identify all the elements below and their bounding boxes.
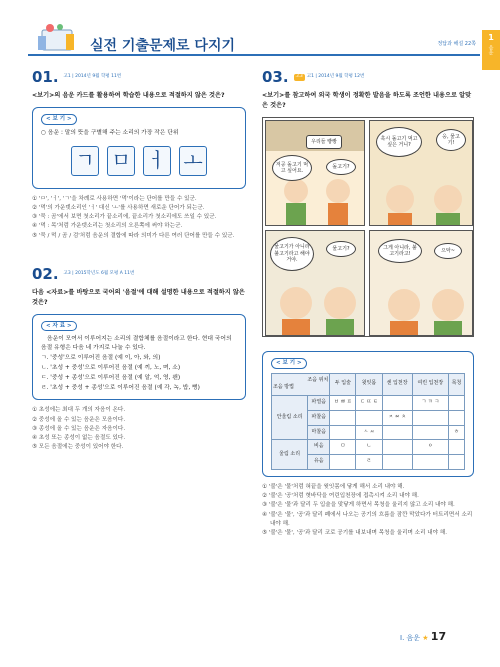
speech-bubble: 혹시 돌고기 먹고 싶은 거니? [376, 127, 422, 157]
source-text: 고1 | 2014년 9월 학평 12번 [306, 74, 365, 80]
choice-item[interactable]: ① 'ㅁ', 'ㅓ', 'ㄱ'을 차례로 사용하면 '먹'이라는 단어를 만들 수 있군. [32, 195, 197, 202]
row-label: 파찰음 [308, 410, 330, 425]
table-cell [356, 410, 382, 425]
table-cell [448, 440, 464, 455]
box-item: ㄴ. '초성 + 중성'으로 이루어진 음절 (예 끼, 노, 며, 소) [41, 365, 181, 372]
question-2 [32, 263, 246, 453]
page-title: 실전 기출문제로 다지기 [90, 38, 235, 54]
table-cell [330, 455, 356, 470]
difficulty-tag: 고3 [295, 74, 303, 80]
comic-panel [369, 230, 473, 336]
question-3-choices [262, 483, 474, 538]
box-item: ㄱ. '중성'으로 이루어진 음절 (예 이, 아, 와, 의) [41, 355, 161, 362]
table-cell [382, 396, 412, 411]
choice-item[interactable]: ⑤ '묵 / 먹 / 곰 / 검'처럼 음운의 결합에 따라 의미가 다른 여러 단어를 만들 수 있군. [32, 232, 235, 239]
table-cell: ㅂ ㅃ ㅍ [330, 396, 356, 411]
question-2-choices [32, 406, 246, 452]
left-column [32, 66, 246, 452]
table-cell: ㅁ [330, 440, 356, 455]
speech-bubble: 으악~ [434, 243, 462, 259]
page-header [28, 30, 480, 56]
box-definition: ○ 음운 : 말의 뜻을 구별해 주는 소리의 가장 작은 단위 [41, 129, 179, 136]
table-cell: ㄹ [356, 455, 382, 470]
table-header-cell: 목청 [448, 373, 464, 396]
comic-panel [265, 230, 365, 336]
question-2-number: 02. [32, 264, 59, 283]
choice-item[interactable]: ④ '불'은 '물', '공'과 달리 폐에서 나오는 공기의 흐름을 잠깐 막았다가 터트리면서 소리 내야 해. [262, 511, 473, 527]
box-item: ㄹ. '초성 + 중성 + 종성'으로 이루어진 음절 (예 각, 녹, 밥, 뻥) [41, 385, 200, 392]
corner-bottom-label: 조음 방법 [273, 384, 294, 391]
speech-bubble: 물고기가 아니라 불고기라고 해야 거야. [270, 237, 314, 271]
question-1-box [32, 107, 246, 189]
table-cell: ㅎ [448, 425, 464, 440]
question-1-text: <보기>의 음운 카드를 활용하여 학습한 내용으로 적절하지 않은 것은? [32, 92, 225, 100]
table-cell: ㄴ [356, 440, 382, 455]
table-cell [382, 440, 412, 455]
question-1-number: 01. [32, 68, 59, 86]
table-header-cell: 여린 입천장 [412, 373, 448, 396]
table-row [272, 440, 465, 455]
question-2-box [32, 314, 246, 400]
choice-item[interactable]: ② '불'은 '공'처럼 혓바닥을 여린입천장에 접촉시켜 소리 내야 해. [262, 493, 419, 500]
table-cell [412, 455, 448, 470]
table-cell [382, 455, 412, 470]
question-1 [32, 66, 246, 241]
table-cell [412, 410, 448, 425]
chapter-number: 1 [488, 33, 494, 42]
question-2-source: 고3 | 2015학년도 6월 모평 A 11번 [63, 270, 135, 276]
comic-strip [262, 117, 474, 337]
speech-bubble: 그게 아니라, 불고기라고! [378, 239, 422, 263]
footer-section: I. 음운 [400, 634, 421, 642]
page-footer [400, 630, 446, 643]
speech-bubble: 저공 돌고기 먹고 싶어요. [272, 155, 312, 181]
table-cell [448, 410, 464, 425]
choice-item[interactable]: ② '먹'의 가운뎃소리인 'ㅓ' 대신 'ㅗ'를 사용하면 새로운 단어가 되는군. [32, 204, 205, 211]
box-tag: < 보 기 > [271, 358, 307, 369]
choice-item[interactable]: ④ '먹 : 목'처럼 가운뎃소리는 첫소리의 오른쪽에 써야 하는군. [32, 223, 183, 230]
chapter-side-tab [482, 30, 500, 70]
question-3-box [262, 351, 474, 477]
table-cell [448, 396, 464, 411]
box-tag: < 자 료 > [41, 321, 77, 332]
row-label: 유음 [308, 455, 330, 470]
speech-bubble: 돌고기? [326, 159, 356, 175]
table-row [272, 396, 465, 411]
choice-item[interactable]: ④ 초성 또는 종성이 없는 음절도 있다. [32, 434, 126, 441]
question-3-text: <보기>를 참고하여 외국 학생이 정확한 발음을 하도록 조언한 내용으로 알맞은 것은? [262, 92, 472, 110]
right-column [262, 66, 474, 538]
page-number: 17 [430, 630, 447, 643]
row-label: 파열음 [308, 396, 330, 411]
choice-item[interactable]: ③ '묵 : 곰'에서 보면 첫소리가 끝소리에, 끝소리가 첫소리에도 쓰일 수 있군. [32, 214, 217, 221]
table-cell: ㅇ [412, 440, 448, 455]
box-paragraph: 음운이 모여서 이루어지는 소리의 결합체를 음절이라고 한다. 현대 국어의 음절 유형은 다음 네 가지로 나눌 수 있다. [41, 336, 232, 352]
question-3 [262, 66, 474, 538]
choice-item[interactable]: ③ 종성에 올 수 있는 음운은 자음이다. [32, 425, 126, 432]
question-1-source: 고1 | 2014년 9월 학평 11번 [63, 74, 122, 80]
choice-item[interactable]: ⑤ 모든 음절에는 중성이 있어야 한다. [32, 444, 124, 451]
choice-item[interactable]: ③ '불'은 '물'과 달리 두 입술을 맞닿게 하면서 목청을 울리지 않고 소리 내야 해. [262, 502, 455, 509]
phoneme-card: ㅗ [179, 146, 207, 176]
phoneme-card: ㄱ [71, 146, 99, 176]
consonant-table [271, 373, 465, 470]
box-item: ㄷ. '중성 + 종성'으로 이루어진 음절 (예 알, 억, 영, 왠) [41, 375, 181, 382]
comic-panel [369, 120, 473, 226]
choice-item[interactable]: ⑤ '불'은 '물', '공'과 달리 코로 공기를 내보내며 목청을 울리며 소리 내야 해. [262, 529, 448, 536]
question-2-text: 다음 <자료>를 바탕으로 국어의 '음절'에 대해 설명한 내용으로 적절하지 않은 것은? [32, 289, 245, 306]
box-tag: < 보 기 > [41, 114, 77, 125]
choice-item[interactable]: ① 초성에는 최대 두 개의 자음이 온다. [32, 407, 126, 414]
table-cell [448, 455, 464, 470]
table-header-cell: 윗잇몸 [356, 373, 382, 396]
table-cell [412, 425, 448, 440]
phoneme-card: ㅁ [107, 146, 135, 176]
table-cell: ㄱ ㄲ ㅋ [412, 396, 448, 411]
notebook-illustration-icon [36, 22, 78, 54]
answer-reference: 정답과 해설 22쪽 [437, 41, 476, 47]
table-cell [330, 425, 356, 440]
chapter-label: 음운 [487, 45, 494, 55]
table-cell: ㄷ ㄸ ㅌ [356, 396, 382, 411]
table-cell [330, 410, 356, 425]
table-cell: ㅅ ㅆ [356, 425, 382, 440]
row-group-label: 안울림 소리 [272, 396, 308, 440]
row-group-label: 울림 소리 [272, 440, 308, 470]
speech-bubble: 우리들 빵빵 [306, 135, 342, 149]
row-label: 비음 [308, 440, 330, 455]
table-cell [382, 425, 412, 440]
star-icon: ★ [422, 634, 429, 642]
question-1-choices [32, 195, 246, 241]
question-3-source [294, 74, 365, 81]
row-label: 마찰음 [308, 425, 330, 440]
choice-item[interactable]: ② 중성에 올 수 있는 음운은 모음이다. [32, 416, 126, 423]
table-header-cell: 두 입술 [330, 373, 356, 396]
table-corner [272, 373, 330, 396]
comic-panel [265, 120, 365, 226]
table-header-cell: 센 입천장 [382, 373, 412, 396]
corner-top-label: 조음 위치 [307, 376, 329, 383]
speech-bubble: 물고기? [326, 241, 356, 257]
table-cell: ㅈ ㅉ ㅊ [382, 410, 412, 425]
question-3-number: 03. [262, 68, 289, 86]
speech-bubble: 응, 물고기! [436, 129, 466, 151]
phoneme-cards [41, 146, 237, 176]
phoneme-card: ㅓ [143, 146, 171, 176]
choice-item[interactable]: ① '불'은 '물'처럼 혀끝을 윗잇몸에 닿게 해서 소리 내야 해. [262, 483, 405, 490]
